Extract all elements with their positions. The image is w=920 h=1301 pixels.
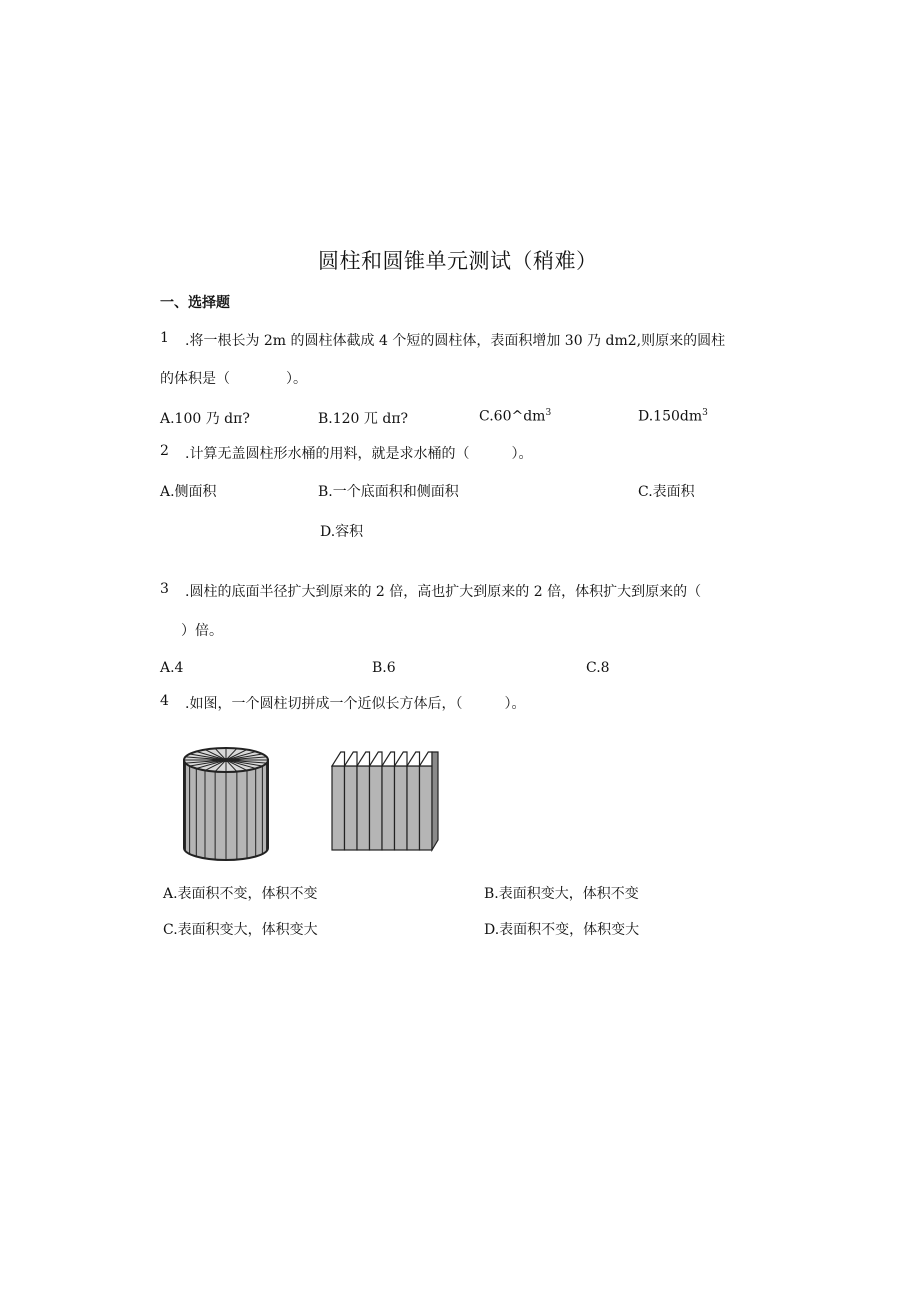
cuboid-slice-top [332, 752, 345, 766]
section-heading: 一、选择题 [160, 295, 230, 311]
cuboid-slice [332, 766, 345, 850]
sliced-cylinder-icon [180, 744, 272, 864]
question-2-text: .计算无盖圆柱形水桶的用料，就是求水桶的（ ）。 [185, 446, 533, 462]
question-4-option-d[interactable]: D.表面积不变，体积变大 [484, 922, 640, 938]
question-4-option-c[interactable]: C.表面积变大，体积变大 [163, 922, 318, 938]
cuboid-slice-top [382, 752, 395, 766]
question-2-option-d[interactable]: D.容积 [320, 524, 364, 540]
cuboid-slice [407, 766, 420, 850]
question-3-option-c[interactable]: C.8 [586, 660, 610, 676]
cuboid-slice [370, 766, 383, 850]
cuboid-slice [395, 766, 408, 850]
question-3-option-b[interactable]: B.6 [372, 660, 396, 676]
question-1-option-a[interactable]: A.100 乃 dπ? [160, 411, 250, 427]
question-4-number: 4 [160, 693, 169, 709]
cuboid-slice [345, 766, 358, 850]
question-4-text: .如图，一个圆柱切拼成一个近似长方体后，（ ）。 [185, 696, 526, 712]
question-2-option-b[interactable]: B.一个底面积和侧面积 [318, 484, 459, 500]
cuboid-from-cylinder-icon [328, 748, 442, 854]
question-1-option-d[interactable]: $D.150dm^3$ [638, 408, 708, 425]
question-2-option-a[interactable]: A.侧面积 [160, 484, 217, 500]
cuboid-side [432, 752, 438, 850]
question-3-option-a[interactable]: A.4 [160, 660, 184, 676]
cuboid-slice [357, 766, 370, 850]
cuboid-slice-top [370, 752, 383, 766]
cuboid-slice-top [407, 752, 420, 766]
question-4-option-b[interactable]: B.表面积变大，体积不变 [484, 886, 639, 902]
question-4-option-a[interactable]: A.表面积不变，体积不变 [163, 886, 318, 902]
cuboid-slice-top [395, 752, 408, 766]
question-2-option-c[interactable]: C.表面积 [638, 484, 695, 500]
cuboid-slice-top [420, 752, 433, 766]
question-2-number: 2 [160, 443, 169, 459]
cuboid-slice [382, 766, 395, 850]
page-title: 圆柱和圆锥单元测试（稍难） [318, 249, 598, 273]
question-1-number: 1 [160, 330, 169, 346]
question-1-text-line1: .将一根长为 2m 的圆柱体截成 4 个短的圆柱体，表面积增加 30 乃 dm2,则原来的圆柱 [185, 333, 726, 349]
question-3-number: 3 [160, 581, 169, 597]
question-1-option-b[interactable]: B.120 兀 dπ? [318, 411, 409, 427]
question-1-option-c[interactable]: $C.60\^{}dm^3$ [479, 408, 552, 425]
cuboid-slice [420, 766, 433, 850]
cuboid-slice-top [345, 752, 358, 766]
question-1-text-line2: 的体积是（ ）。 [160, 371, 307, 387]
cuboid-slice-top [357, 752, 370, 766]
cylinder-center [222, 758, 230, 762]
question-3-text-line2: ）倍。 [181, 623, 223, 639]
question-3-text-line1: .圆柱的底面半径扩大到原来的 2 倍，高也扩大到原来的 2 倍，体积扩大到原来的（ [185, 584, 702, 600]
